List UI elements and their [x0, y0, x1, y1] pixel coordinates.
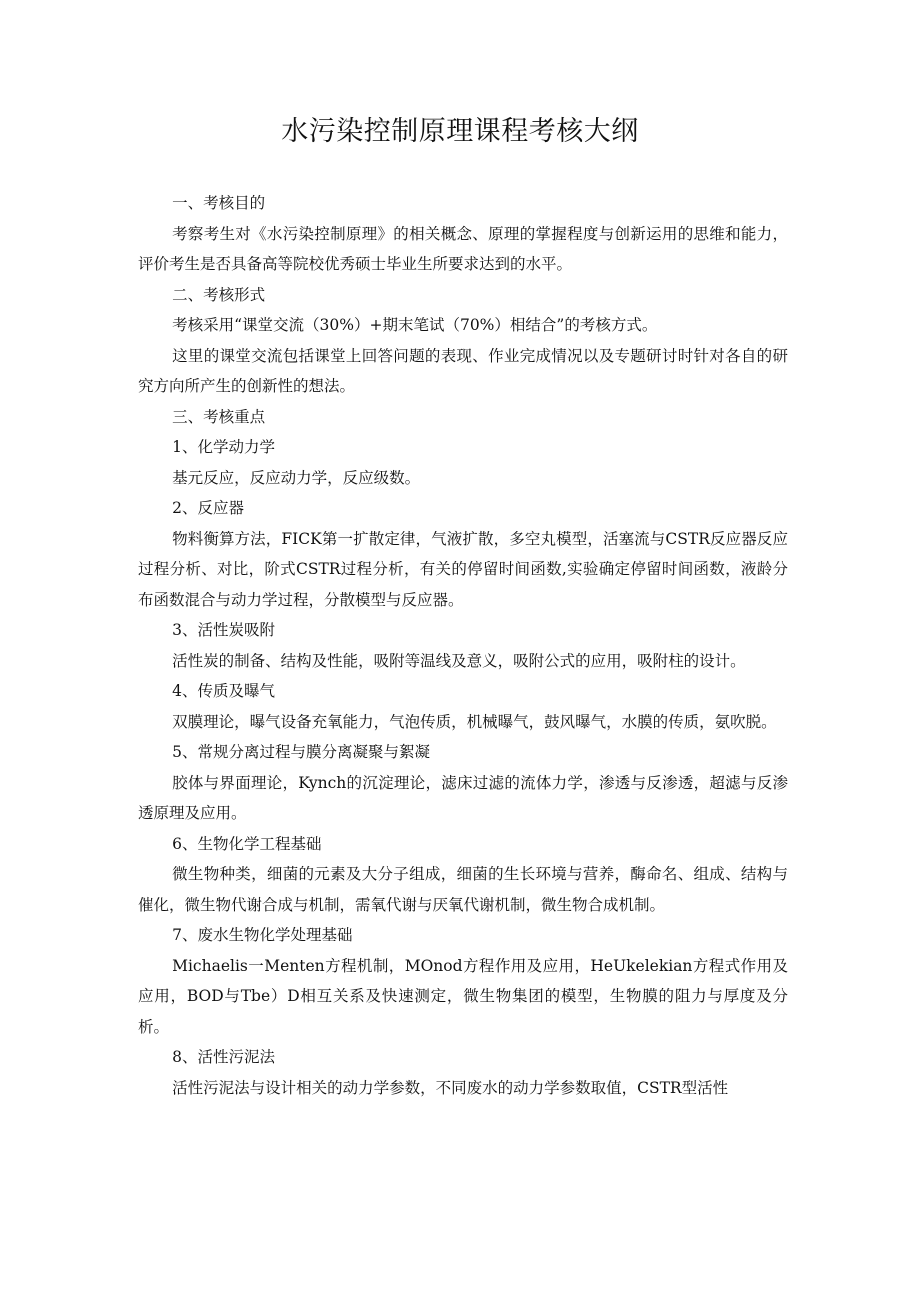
topic-text-activated-carbon: 活性炭的制备、结构及性能，吸附等温线及意义，吸附公式的应用，吸附柱的设计。: [172, 651, 746, 670]
topic-heading-wastewater-biochemical: 7、废水生物化学处理基础: [172, 926, 353, 944]
paragraph-purpose: 考察考生对《水污染控制原理》的相关概念、原理的掌握程度与创新运用的思维和能力，评价考生是否具备高等院校优秀硕士毕业生所要求达到的水平。: [138, 224, 788, 273]
topic-text-wastewater-biochemical: Michaelis一Menten方程机制，MOnod方程作用及应用，HeUkelekian方程式作用及应用，BOD与Tbe）D相互关系及快速测定，微生物集团的模型，生物膜的阻力与厚度及分析。: [138, 956, 788, 1036]
paragraph-classroom: 这里的课堂交流包括课堂上回答问题的表现、作业完成情况以及专题研讨时针对各自的研究方向所产生的创新性的想法。: [138, 346, 788, 395]
document-body: [138, 188, 788, 1103]
topic-text-mass-transfer: 双膜理论，曝气设备充氧能力，气泡传质，机械曝气，鼓风曝气，水膜的传质，氨吹脱。: [172, 712, 777, 731]
section-heading-key-points: 三、考核重点: [172, 407, 266, 426]
topic-text-biochemical-engineering: 微生物种类，细菌的元素及大分子组成，细菌的生长环境与营养，酶命名、组成、结构与催化，微生物代谢合成与机制，需氧代谢与厌氧代谢机制，微生物合成机制。: [138, 865, 788, 914]
topic-heading-reactor: 2、反应器: [172, 499, 244, 517]
topic-heading-activated-sludge: 8、活性污泥法: [172, 1048, 275, 1066]
document-title: 水污染控制原理课程考核大纲: [281, 116, 639, 147]
section-heading-purpose: 一、考核目的: [172, 194, 266, 212]
topic-heading-separation: 5、常规分离过程与膜分离凝聚与絮凝: [172, 743, 430, 761]
topic-text-separation: 胶体与界面理论，Kynch的沉淀理论，滤床过滤的流体力学，渗透与反渗透，超滤与反渗透原理及应用。: [138, 773, 788, 822]
topic-heading-mass-transfer: 4、传质及曝气: [172, 682, 275, 700]
topic-heading-activated-carbon: 3、活性炭吸附: [172, 621, 275, 639]
section-heading-format: 二、考核形式: [172, 285, 266, 304]
paragraph-format: 考核采用“课堂交流（30%）+期末笔试（70%）相结合”的考核方式。: [172, 316, 658, 334]
topic-text-chemical-kinetics: 基元反应，反应动力学，反应级数。: [172, 468, 421, 487]
topic-text-reactor: 物料衡算方法，FICK第一扩散定律，气液扩散，多空丸模型，活塞流与CSTR反应器反应过程分析、对比，阶式CSTR过程分析，有关的停留时间函数,实验确定停留时间函数，液龄分布函数混合与动力学过程，分散模型与反应器。: [138, 529, 788, 609]
topic-text-activated-sludge: 活性污泥法与设计相关的动力学参数，不同废水的动力学参数取值，CSTR型活性: [172, 1078, 729, 1097]
topic-heading-chemical-kinetics: 1、化学动力学: [172, 438, 275, 456]
topic-heading-biochemical-engineering: 6、生物化学工程基础: [172, 834, 322, 853]
